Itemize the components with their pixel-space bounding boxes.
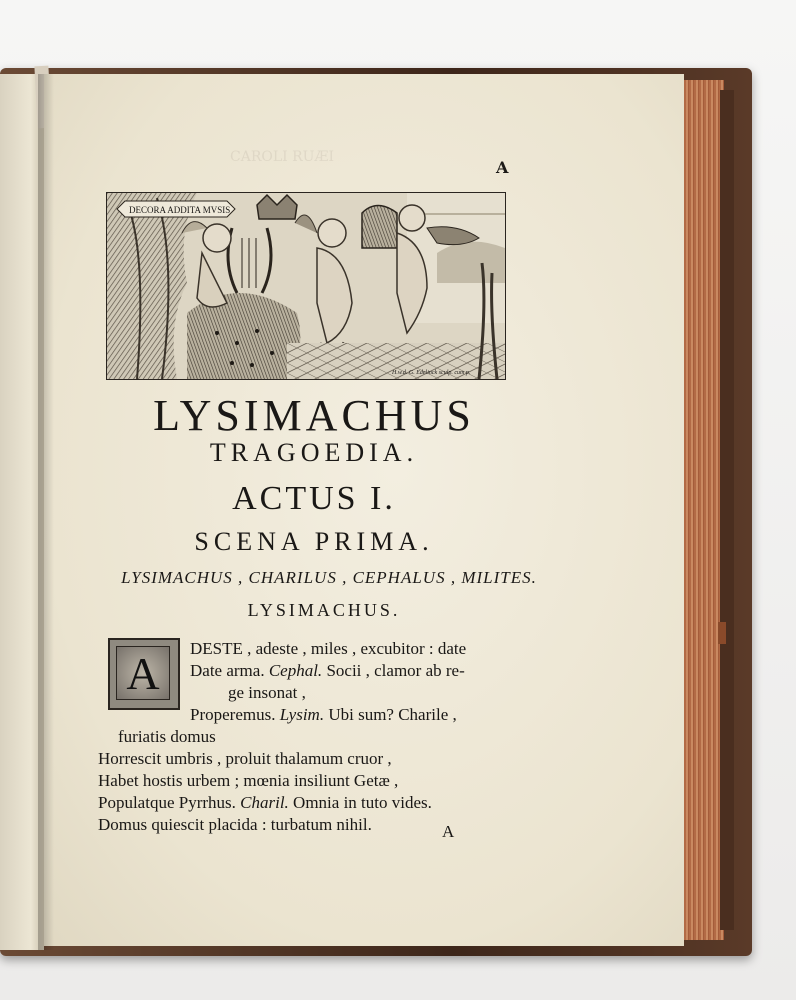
verse-line: DESTE , adeste , miles , excubitor : date [190,639,467,658]
verse-line: Habet hostis urbem ; mœnia insiliunt Getæ , [98,771,399,790]
scene-heading: SCENA PRIMA. [194,527,434,556]
verse-line: Domus quiescit placida : turbatum nihil. [98,815,372,834]
verse-line: Properemus. Lysim. Ubi sum? Charile , [190,705,457,724]
signature-mark: A [496,158,509,177]
engraving-credit: H.w.d. G. Edelinck sculp. cum p. [392,370,471,376]
bleed-through-text: CAROLI RUÆI [230,149,335,165]
cover-edge [720,90,734,930]
engraving-illustration [107,193,505,379]
thumb-tab [718,622,726,644]
verse-line: Horrescit umbris , proluit thalamum cruor , [98,749,392,768]
headpiece-engraving [106,192,506,380]
speaker-name: LYSIMACHUS. [247,600,401,620]
initial-letter: A [116,646,170,700]
engraving-motto: DECORA ADDITA MVSIS [129,205,231,215]
verse-line: furiatis domus [118,727,216,746]
catchword: A [442,822,455,841]
verse-line: Populatque Pyrrhus. Charil. Omnia in tuto vides. [98,793,432,812]
dramatis-personae: LYSIMACHUS , CHARILUS , CEPHALUS , MILITES. [121,568,537,587]
decorated-initial [108,638,180,710]
play-title: LYSIMACHUS [153,391,475,440]
play-subtitle: TRAGOEDIA. [209,438,419,467]
verse-line: Date arma. Cephal. Socii , clamor ab re- [190,661,465,680]
page-fore-edge [684,80,724,940]
act-heading: ACTUS I. [232,480,396,517]
verse-line: ge insonat , [228,683,306,702]
